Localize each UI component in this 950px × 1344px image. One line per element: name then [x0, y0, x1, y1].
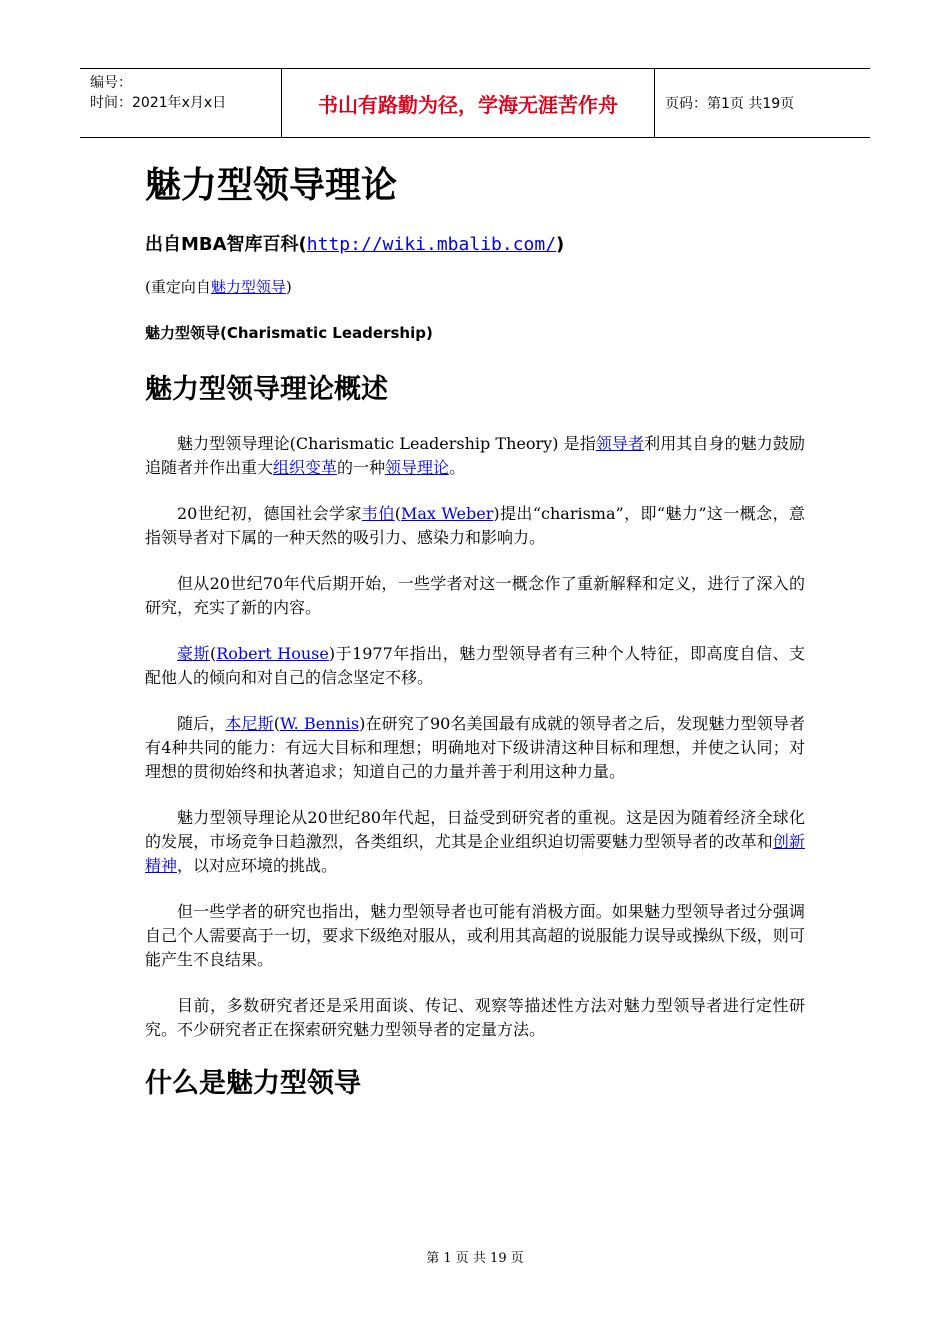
link-w-bennis[interactable]: W. Bennis [280, 714, 360, 733]
paragraph-5 [145, 712, 805, 784]
paragraph-text: 利用其自身的魅力鼓励追随者并作出重大 [145, 434, 805, 477]
redirect-link[interactable]: 魅力型领导 [210, 278, 286, 296]
paragraph-2 [145, 502, 805, 550]
page-footer: 第 1 页 共 19 页 [426, 1251, 524, 1266]
paragraph-text: ，以对应环境的挑战。 [177, 856, 338, 875]
source-link[interactable]: http://wiki.mbalib.com/ [306, 234, 557, 255]
page-header [80, 68, 870, 138]
header-motto: 书山有路勤为径，学海无涯苦作舟 [282, 69, 655, 137]
paragraph-1 [145, 432, 805, 480]
header-meta [80, 69, 282, 137]
paragraph-3: 但从20世纪70年代后期开始，一些学者对这一概念作了重新解释和定义，进行了深入的研究，充实了新的内容。 [145, 574, 805, 617]
paragraph-text: 魅力型领导理论(Charismatic Leadership Theory) 是指 [177, 434, 596, 453]
link-bennis[interactable]: 本尼斯 [225, 714, 274, 733]
paragraph-text: ( [273, 714, 280, 733]
link-weber[interactable]: 韦伯 [361, 504, 395, 523]
page-title: 魅力型领导理论 [145, 165, 398, 206]
link-robert-house[interactable]: Robert House [216, 644, 329, 663]
paragraph-text: )提出“charisma”，即“魅力”这一概念，意指领导者对下属的一种天然的吸引力、感染力和影响力。 [145, 504, 805, 547]
paragraph-6 [145, 806, 805, 878]
link-house[interactable]: 豪斯 [177, 644, 210, 663]
paragraph-text: 20世纪初，德国社会学家 [177, 504, 362, 523]
redirect-line [145, 276, 805, 298]
paragraph-text: 魅力型领导理论从20世纪80年代起，日益受到研究者的重视。这是因为随着经济全球化的发展，市场竞争日趋激烈，各类组织，尤其是企业组织迫切需要魅力型领导者的改革和 [145, 808, 805, 851]
link-leader[interactable]: 领导者 [595, 434, 645, 453]
link-org-change[interactable]: 组织变革 [273, 458, 338, 477]
subtitle: 魅力型领导(Charismatic Leadership) [145, 324, 433, 342]
link-leadership-theory[interactable]: 领导理论 [385, 458, 450, 477]
source-line [145, 232, 805, 258]
paragraph-text: ( [209, 644, 217, 663]
link-innovation-spirit[interactable]: 创新精神 [145, 832, 805, 875]
date-label: 时间：2021年x月x日 [90, 95, 227, 111]
redirect-prefix: (重定向自 [145, 278, 211, 296]
section-heading-overview: 魅力型领导理论概述 [145, 374, 388, 405]
header-page-label: 页码：第1页 共19页 [665, 96, 795, 112]
source-prefix: 出自MBA智库百科( [145, 234, 307, 255]
document-body [145, 160, 805, 1126]
paragraph-text: ( [394, 504, 401, 523]
paragraph-text: )在研究了90名美国最有成就的领导者之后，发现魅力型领导者有4种共同的能力：有远大目标和理想；明确地对下级讲清这种目标和理想，并使之认同；对理想的贯彻始终和执著追求；知道自己的力量并善于利用这种力量。 [145, 714, 805, 781]
paragraph-4 [145, 642, 805, 690]
paragraph-8: 目前，多数研究者还是采用面谈、传记、观察等描述性方法对魅力型领导者进行定性研究。不少研究者正在探索研究魅力型领导者的定量方法。 [145, 996, 805, 1039]
paragraph-text: )于1977年指出，魅力型领导者有三种个人特征，即高度自信、支配他人的倾向和对自己的信念坚定不移。 [145, 644, 805, 687]
paragraph-text: 。 [449, 458, 466, 477]
link-max-weber[interactable]: Max Weber [400, 504, 494, 523]
paragraph-text: 的一种 [337, 458, 386, 477]
number-label: 编号： [90, 75, 132, 91]
paragraph-text: 随后， [177, 714, 226, 733]
source-suffix: ) [556, 234, 565, 255]
paragraph-7: 但一些学者的研究也指出，魅力型领导者也可能有消极方面。如果魅力型领导者过分强调自己个人需要高于一切，要求下级绝对服从，或利用其高超的说服能力误导或操纵下级，则可能产生不良结果。 [145, 902, 805, 969]
redirect-suffix: ) [285, 278, 292, 296]
section-heading-what-is: 什么是魅力型领导 [145, 1068, 361, 1099]
